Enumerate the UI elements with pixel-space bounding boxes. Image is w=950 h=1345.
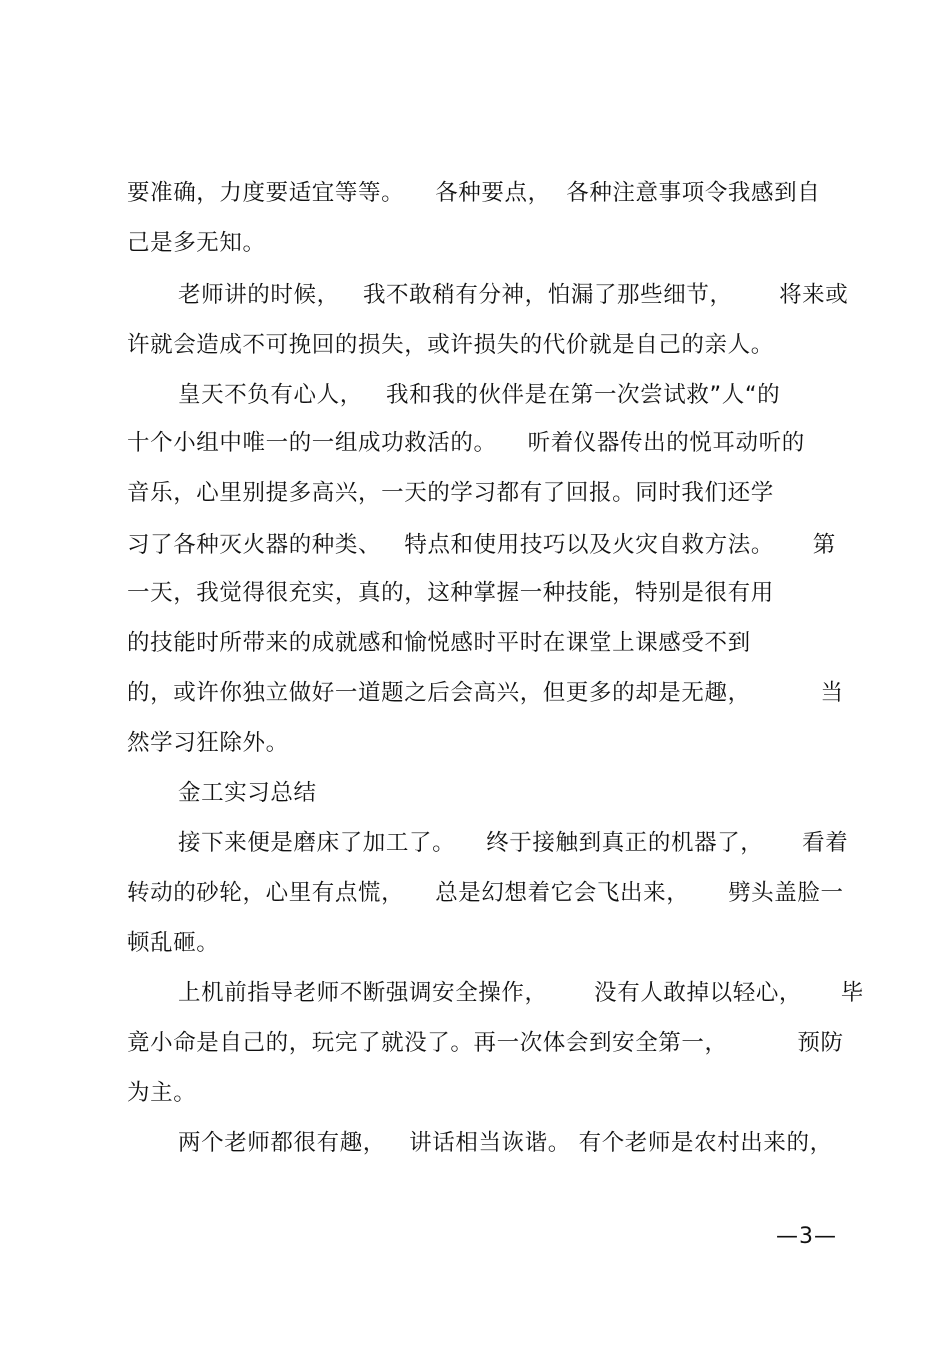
text-line: 习了各种灭火器的种类、 特点和使用技巧以及火灾自救方法。 第 bbox=[127, 532, 836, 558]
paragraph-first-line: 皇天不负有心人， 我和我的伙伴是在第一次尝试救”人“的 bbox=[178, 382, 781, 408]
text-line: 的，或许你独立做好一道题之后会高兴，但更多的却是无趣， 当 bbox=[127, 680, 844, 706]
text-line: 顿乱砸。 bbox=[127, 930, 220, 956]
text-line: 己是多无知。 bbox=[127, 230, 266, 256]
text-line: 音乐，心里别提多高兴，一天的学习都有了回报。同时我们还学 bbox=[127, 480, 774, 506]
text-line: 要准确，力度要适宜等等。 各种要点， 各种注意事项令我感到自 bbox=[127, 180, 821, 206]
text-line: 一天，我觉得很充实，真的，这种掌握一种技能，特别是很有用 bbox=[127, 580, 774, 606]
text-line: 竟小命是自己的，玩完了就没了。再一次体会到安全第一， 预防 bbox=[127, 1030, 844, 1056]
paragraph-first-line: 老师讲的时候， 我不敢稍有分神，怕漏了那些细节， 将来或 bbox=[178, 282, 849, 308]
text-line: 的技能时所带来的成就感和愉悦感时平时在课堂上课感受不到 bbox=[127, 630, 751, 656]
paragraph-first-line: 接下来便是磨床了加工了。 终于接触到真正的机器了， 看着 bbox=[178, 830, 849, 856]
text-line: 许就会造成不可挽回的损失，或许损失的代价就是自己的亲人。 bbox=[127, 332, 774, 358]
text-line: 为主。 bbox=[127, 1080, 197, 1106]
text-line: 转动的砂轮，心里有点慌， 总是幻想着它会飞出来， 劈头盖脸一 bbox=[127, 880, 844, 906]
section-heading: 金工实习总结 bbox=[178, 780, 317, 806]
paragraph-first-line: 两个老师都很有趣， 讲话相当诙谐。 有个老师是农村出来的， bbox=[178, 1130, 833, 1156]
text-line: 然学习狂除外。 bbox=[127, 730, 289, 756]
paragraph-first-line: 上机前指导老师不断强调安全操作， 没有人敢掉以轻心， 毕 bbox=[178, 980, 864, 1006]
text-line: 十个小组中唯一的一组成功救活的。 听着仪器传出的悦耳动听的 bbox=[127, 430, 805, 456]
page-number: —3— bbox=[776, 1224, 837, 1249]
